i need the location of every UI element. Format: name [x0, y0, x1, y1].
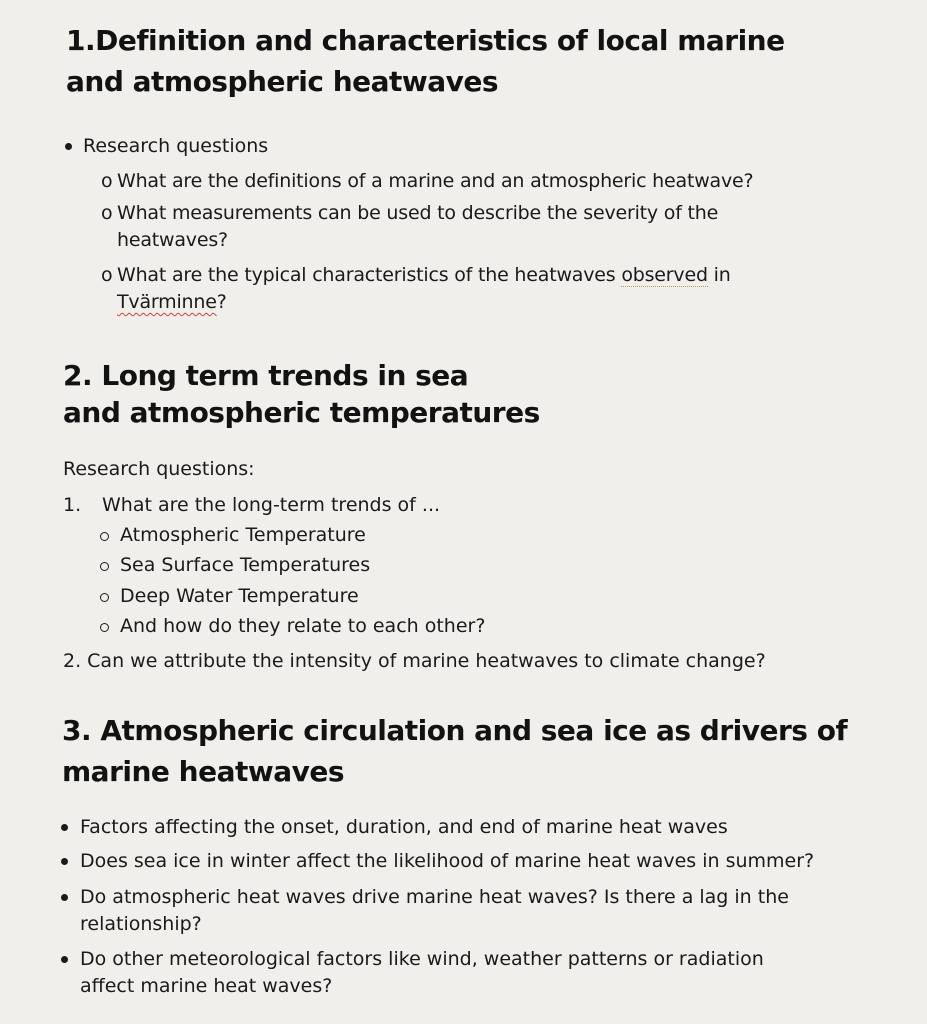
sub-item-sea-surface-temperatures: Sea Surface Temperatures [120, 554, 371, 576]
sub-item-relation: And how do they relate to each other? [120, 615, 486, 637]
list-item-long-term-trends: What are the long-term trends of ... [102, 494, 441, 516]
question-text: ? [216, 291, 227, 313]
research-questions-label: Research questions [83, 135, 269, 157]
bullet-icon [61, 956, 68, 963]
bullet-meteorological-line-1: Do other meteorological factors like wind, weather patterns or radiation [80, 948, 764, 970]
question-characteristics-line-2 [117, 289, 227, 316]
sub-bullet-marker: o [101, 264, 113, 286]
question-definitions: What are the definitions of a marine and an atmospheric heatwave? [117, 170, 754, 192]
section-2-title-line-2: and atmospheric temperatures [63, 396, 540, 429]
bullet-sea-ice: Does sea ice in winter affect the likelihood of marine heat waves in summer? [80, 850, 815, 872]
observed-word: observed [621, 264, 708, 286]
list-number-1: 1. [63, 494, 82, 516]
bullet-atmospheric-drive-line-1: Do atmospheric heat waves drive marine heat waves? Is there a lag in the [80, 886, 789, 908]
research-questions-intro: Research questions: [63, 458, 255, 480]
circle-bullet-icon [100, 562, 109, 571]
sub-bullet-marker: o [101, 202, 113, 224]
section-1-title-line-1: 1.Definition and characteristics of local marine [66, 24, 785, 57]
bullet-icon [61, 894, 68, 901]
circle-bullet-icon [100, 623, 109, 632]
section-2-title-line-1: 2. Long term trends in sea [63, 359, 469, 392]
sub-item-atmospheric-temperature: Atmospheric Temperature [120, 524, 366, 546]
misspelled-word-tvarminne: Tvärminne [117, 291, 217, 313]
circle-bullet-icon [100, 593, 109, 602]
question-text: What are the typical characteristics of the heatwaves [117, 264, 622, 286]
sub-item-deep-water-temperature: Deep Water Temperature [120, 585, 359, 607]
question-text: in [707, 264, 731, 286]
bullet-meteorological-line-2: affect marine heat waves? [80, 975, 333, 997]
circle-bullet-icon [100, 532, 109, 541]
bullet-icon [61, 824, 68, 831]
bullet-icon [61, 858, 68, 865]
bullet-atmospheric-drive-line-2: relationship? [80, 913, 202, 935]
section-1-title-line-2: and atmospheric heatwaves [66, 65, 499, 98]
question-measurements-line-2: heatwaves? [117, 229, 228, 251]
bullet-factors: Factors affecting the onset, duration, and end of marine heat waves [80, 816, 728, 838]
section-3-title-line-2: marine heatwaves [62, 755, 345, 788]
sub-bullet-marker: o [101, 170, 113, 192]
question-characteristics-line-1 [117, 262, 731, 289]
bullet-icon [65, 143, 72, 150]
section-3-title-line-1: 3. Atmospheric circulation and sea ice as drivers of [62, 714, 848, 747]
list-item-attribution: 2. Can we attribute the intensity of marine heatwaves to climate change? [63, 650, 766, 672]
question-measurements-line-1: What measurements can be used to describe the severity of the [117, 202, 719, 224]
